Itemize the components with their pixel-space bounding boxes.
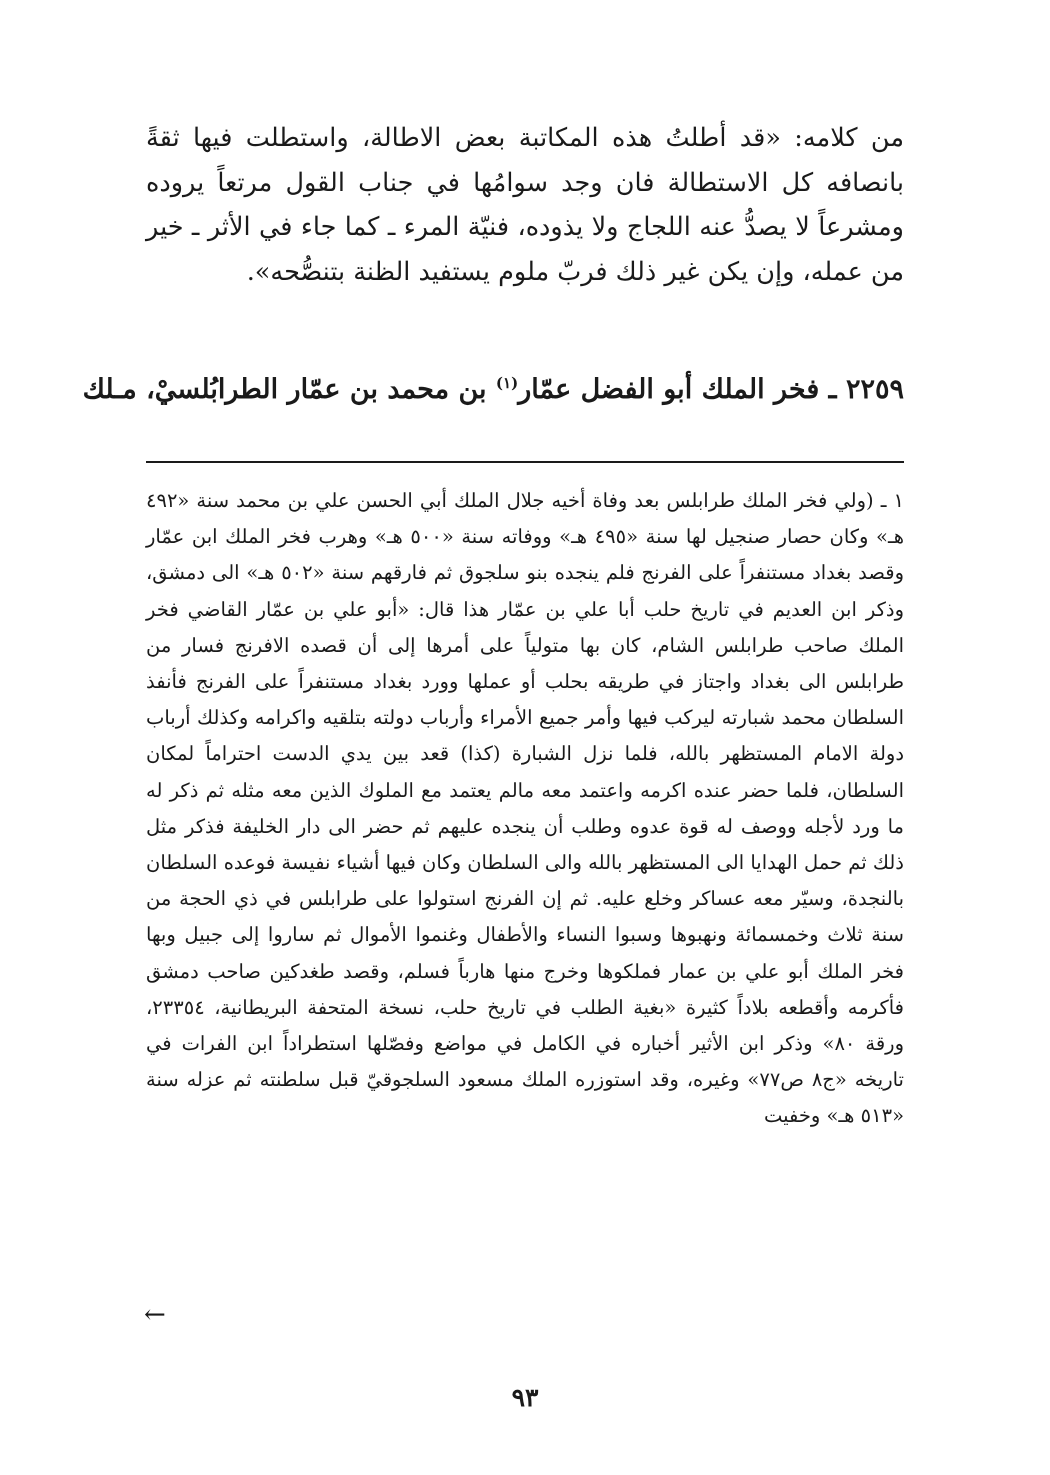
- entry-heading: [82, 368, 904, 412]
- entry-number-and-name: ٢٢٥٩ ـ فخر الملك أبو الفضل عمّار: [518, 374, 904, 405]
- footnote-divider: [146, 461, 904, 463]
- entry-heading-rest: بن محمد بن عمّار الطرابُلسيْ، مـلك: [82, 374, 496, 405]
- continued-arrow-icon: ←: [144, 1300, 166, 1330]
- page-number: ٩٣: [511, 1383, 539, 1412]
- main-paragraph: من كلامه: «قد أطلتُ هذه المكاتبة بعض الاطالة، واستطلت فيها ثقةً بانصافه كل الاستطالة فان وجد سوامُها في جناب القول مرتعاً يروده ومشرعاً لا يصدُّ عنه اللجاج ولا يذوده، فنيّة المرء ـ كما جاء في الأثر ـ خير من عمله، وإن يكن غير ذلك فربّ ملوم يستفيد الظنة بتنصُّحه».: [146, 123, 904, 287]
- footnote-reference[interactable]: (١): [495, 374, 519, 392]
- footnote-text: ١ ـ (ولي فخر الملك طرابلس بعد وفاة أخيه جلال الملك أبي الحسن علي بن محمد سنة «٤٩٢ هـ» وكان حصار صنجيل لها سنة «٤٩٥ هـ» ووفاته سنة «٥٠٠ هـ» وهرب فخر الملك ابن عمّار وقصد بغداد مستنفراً على الفرنج فلم ينجده بنو سلجوق ثم فارقهم سنة «٥٠٢ هـ» الى دمشق، وذكر ابن العديم في تاريخ حلب أبا علي بن عمّار هذا قال: «أبو علي بن عمّار القاضي فخر الملك صاحب طرابلس الشام، كان بها متولياً على أمرها إلى أن قصده الافرنج فسار من طرابلس الى بغداد واجتاز في طريقه بحلب أو عملها وورد بغداد مستنفراً على الفرنج فأنفذ السلطان محمد شبارته ليركب فيها وأمر جميع الأمراء وأرباب دولته بتلقيه واكرامه وكذلك أرباب دولة الامام المستظهر بالله، فلما نزل الشبارة (كذا) قعد بين يدي الدست احتراماً لمكان السلطان، فلما حضر عنده اكرمه واعتمد معه مالم يعتمد مع الملوك الذين معه مثله ثم ذكر له ما ورد لأجله ووصف له قوة عدوه وطلب أن ينجده عليهم ثم حضر الى دار الخليفة فذكر مثل ذلك ثم حمل الهدايا الى المستظهر بالله والى السلطان وكان فيها أشياء نفيسة فوعده السلطان بالنجدة، وسيّر معه عساكر وخلع عليه. ثم إن الفرنج استولوا على طرابلس في ذي الحجة من سنة ثلاث وخمسمائة ونهبوها وسبوا النساء والأطفال وغنموا الأموال ثم ساروا إلى جبيل وبها فخر الملك أبو علي بن عمار فملكوها وخرج منها هارباً فسلم، وقصد طغدكين صاحب دمشق فأكرمه وأقطعه بلاداً كثيرة «بغية الطلب في تاريخ حلب، نسخة المتحفة البريطانية، ٢٣٣٥٤، ورقة ٨٠» وذكر ابن الأثير أخباره في الكامل في مواضع وفصّلها استطراداً ابن الفرات في تاريخه «ج٨ ص٧٧» وغيره، وقد استوزره الملك مسعود السلجوقيّ قبل سلطنته ثم عزله سنة «٥١٣ هـ» وخفيت: [146, 489, 904, 1128]
